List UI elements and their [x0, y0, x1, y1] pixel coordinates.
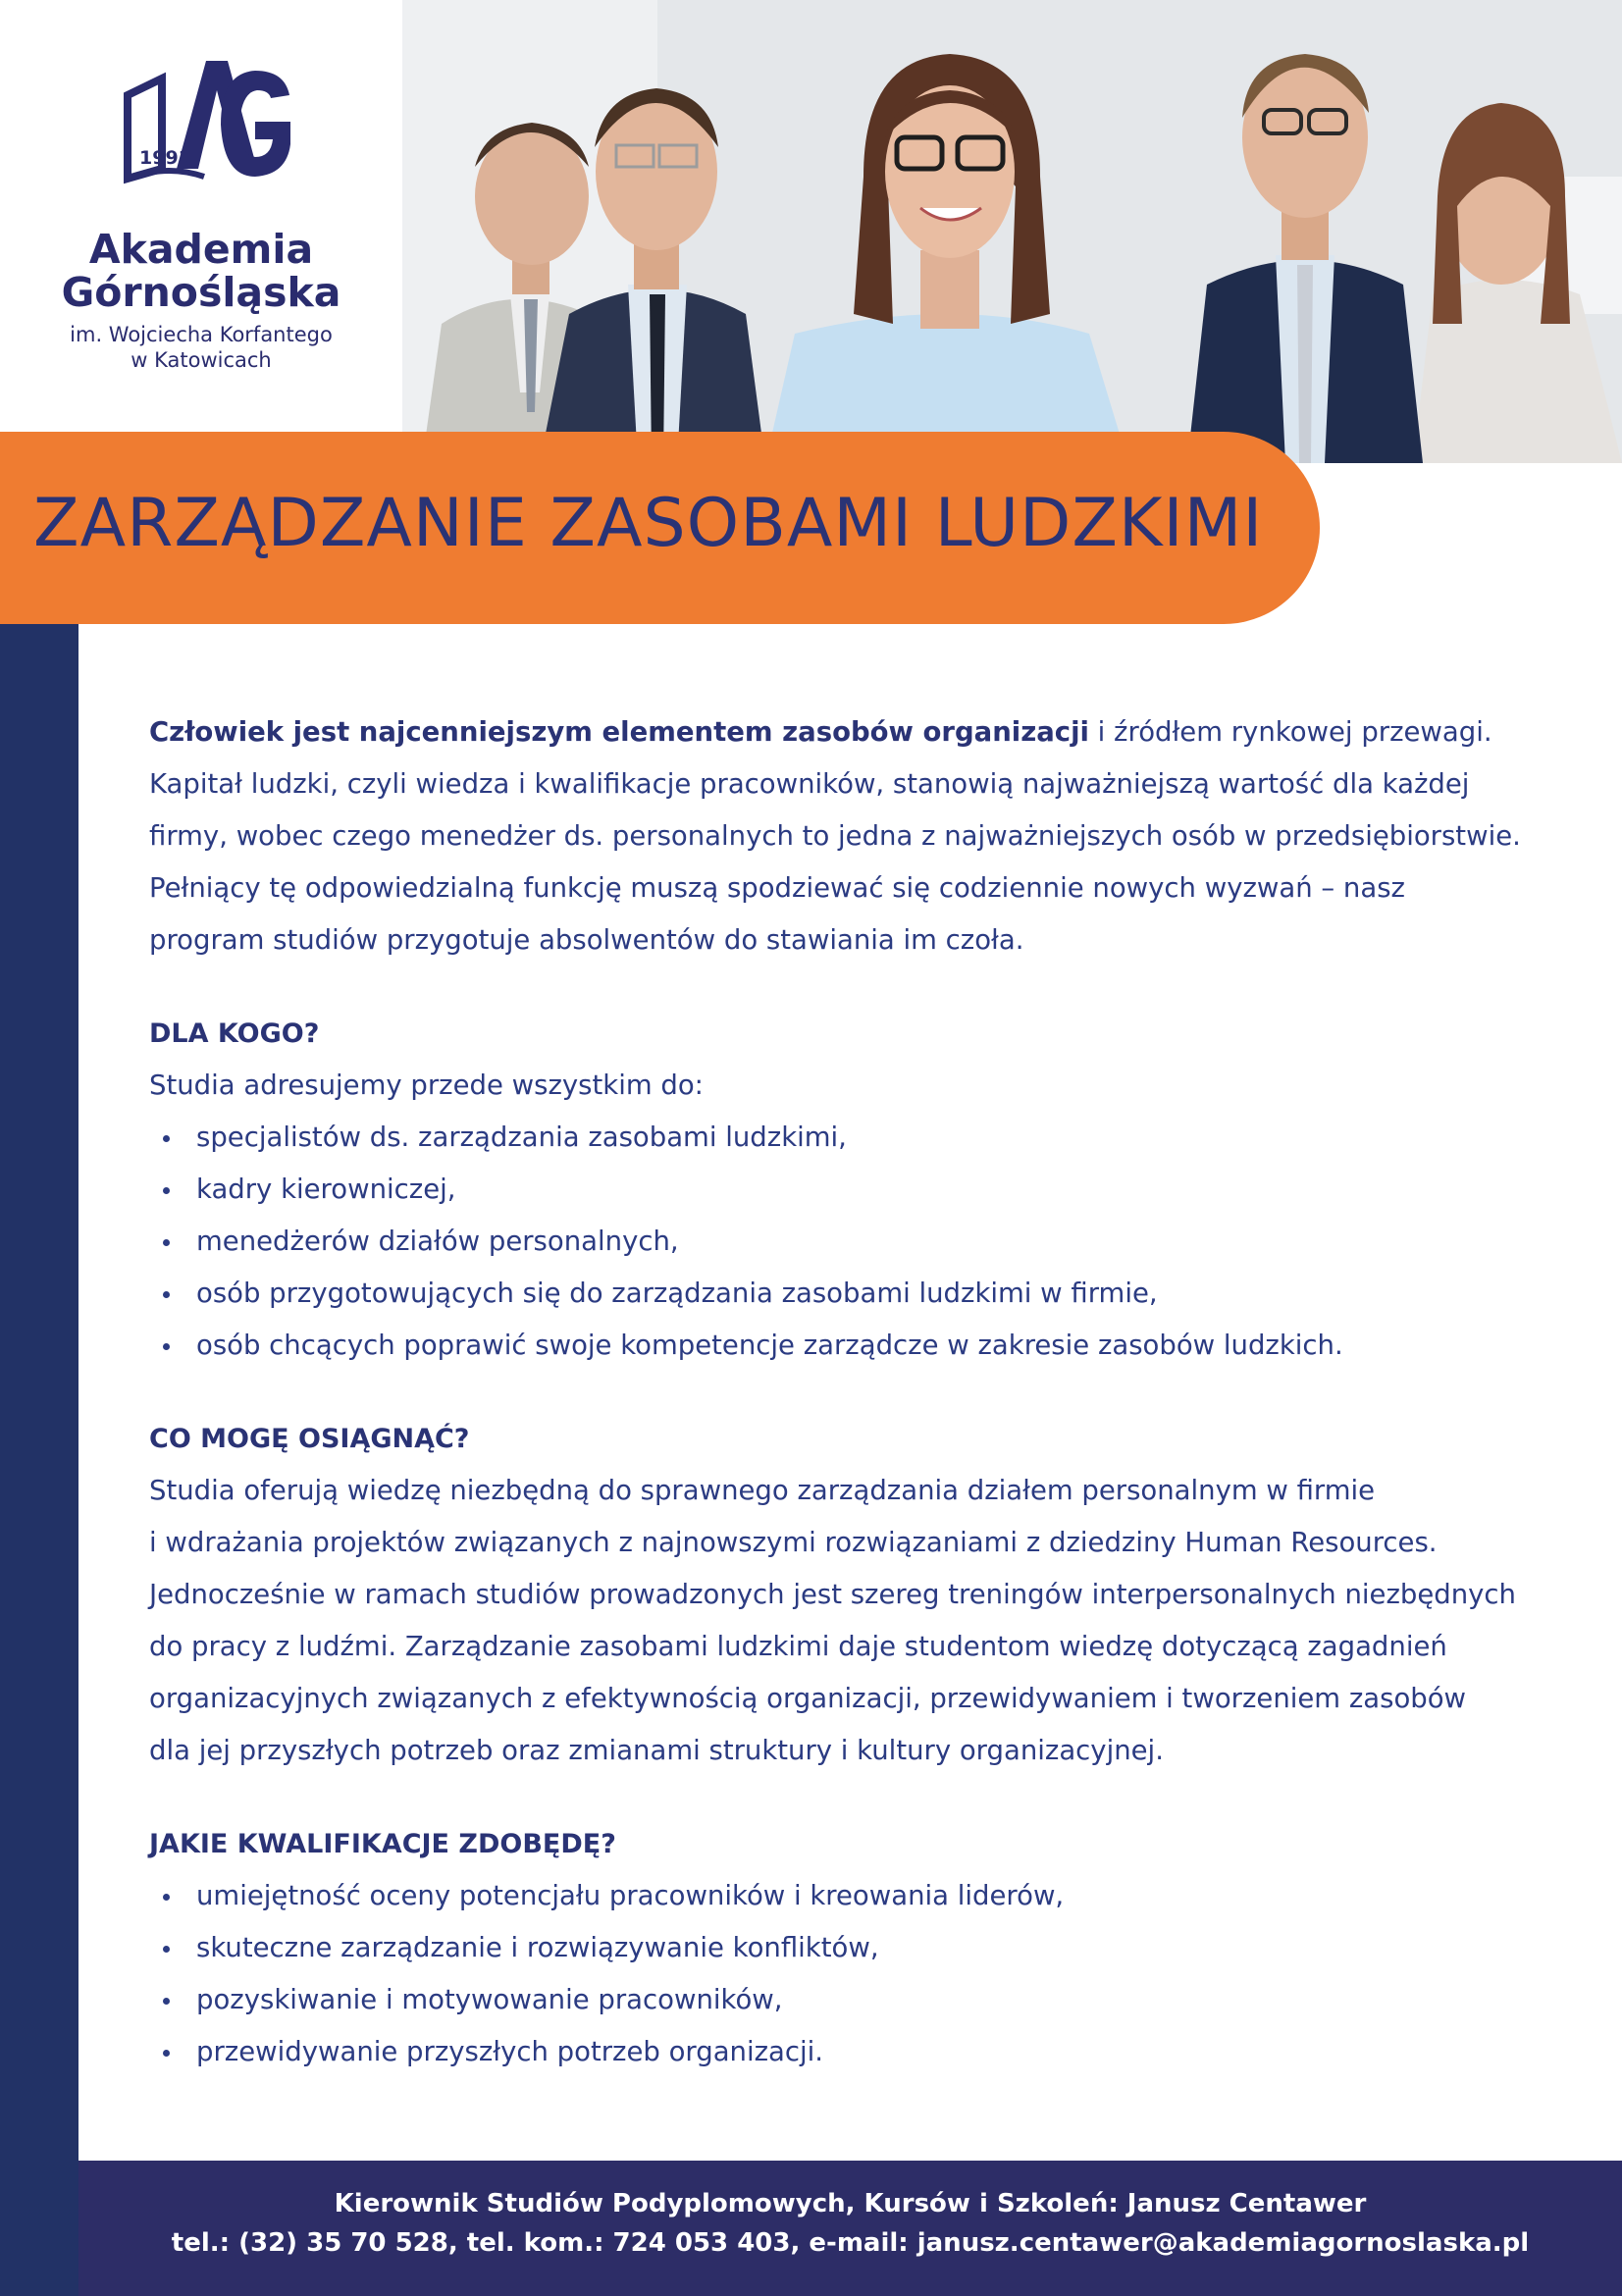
- who-lead: Studia adresujemy przede wszystkim do:: [149, 1070, 704, 1101]
- achieve-line-5: organizacyjnych związanych z efektywnością organizacji, przewidywaniem i tworzeniem zasobów: [149, 1683, 1467, 1714]
- intro-bold: Człowiek jest najcenniejszym elementem zasobów organizacji: [149, 716, 1089, 748]
- logo-name-line1: Akademia: [88, 226, 314, 273]
- list-item: umiejętność oceny potencjału pracowników i kreowania liderów,: [149, 1870, 1562, 1922]
- list-item: menedżerów działów personalnych,: [149, 1216, 1562, 1268]
- logo-name: [0, 228, 402, 314]
- logo-name-line2: Górnośląska: [61, 269, 341, 316]
- list-item: specjalistów ds. zarządzania zasobami ludzkimi,: [149, 1112, 1562, 1164]
- intro-line-1: [149, 706, 1562, 758]
- academy-logo-icon: [118, 51, 294, 198]
- content: [149, 706, 1562, 2078]
- list-item: skuteczne zarządzanie i rozwiązywanie konfliktów,: [149, 1922, 1562, 1974]
- achieve-line-2: i wdrażania projektów związanych z najnowszymi rozwiązaniami z dziedziny Human Resources.: [149, 1527, 1438, 1558]
- achieve-line-4: do pracy z ludźmi. Zarządzanie zasobami ludzkimi daje studentom wiedzę dotyczącą zagadnień: [149, 1631, 1447, 1662]
- footer: [78, 2161, 1622, 2296]
- list-item: pozyskiwanie i motywowanie pracowników,: [149, 1974, 1562, 2026]
- list-item: przewidywanie przyszłych potrzeb organizacji.: [149, 2026, 1562, 2078]
- footer-line-2: tel.: (32) 35 70 528, tel. kom.: 724 053 403, e-mail: janusz.centawer@akademiagornoslaska.pl: [171, 2228, 1530, 2258]
- list-item: osób przygotowujących się do zarządzania zasobami ludzkimi w firmie,: [149, 1268, 1562, 1320]
- logo-sub-line2: w Katowicach: [131, 348, 272, 372]
- who-list: [149, 1112, 1562, 1372]
- list-item: osób chcących poprawić swoje kompetencje zarządcze w zakresie zasobów ludzkich.: [149, 1320, 1562, 1372]
- achieve-heading: CO MOGĘ OSIĄGNĄĆ?: [149, 1424, 470, 1454]
- achieve-line-3: Jednocześnie w ramach studiów prowadzonych jest szereg treningów interpersonalnych niezbędnych: [149, 1579, 1516, 1610]
- page-title: ZARZĄDZANIE ZASOBAMI LUDZKIMI: [33, 485, 1264, 562]
- logo-block: [0, 0, 402, 432]
- achieve-line-1: Studia oferują wiedzę niezbędną do sprawnego zarządzania działem personalnym w firmie: [149, 1475, 1376, 1506]
- header-photo: [402, 0, 1622, 463]
- who-heading: DLA KOGO?: [149, 1018, 320, 1049]
- logo-sub-line1: im. Wojciecha Korfantego: [70, 323, 333, 346]
- intro-line-4: Pełniący tę odpowiedzialną funkcję muszą spodziewać się codziennie nowych wyzwań – nasz: [149, 872, 1405, 904]
- team-photo-illustration: [402, 0, 1622, 463]
- logo-subtitle: [0, 322, 402, 373]
- intro-line-5: program studiów przygotuje absolwentów do stawiania im czoła.: [149, 924, 1024, 956]
- qualifications-heading: JAKIE KWALIFIKACJE ZDOBĘDĘ?: [149, 1829, 616, 1859]
- achieve-line-6: dla jej przyszłych potrzeb oraz zmianami struktury i kultury organizacyjnej.: [149, 1735, 1164, 1766]
- left-stripe: [0, 624, 78, 2296]
- qualifications-list: [149, 1870, 1562, 2078]
- intro-line-2: Kapitał ludzki, czyli wiedza i kwalifikacje pracowników, stanowią najważniejszą wartość dla każdej: [149, 768, 1470, 800]
- list-item: kadry kierowniczej,: [149, 1164, 1562, 1216]
- intro-line-3: firmy, wobec czego menedżer ds. personalnych to jedna z najważniejszych osób w przedsiębiorstwie.: [149, 820, 1521, 852]
- footer-line-1: Kierownik Studiów Podyplomowych, Kursów i Szkoleń: Janusz Centawer: [334, 2189, 1367, 2218]
- logo-year: 1991: [139, 147, 191, 169]
- intro-line-1-rest: i źródłem rynkowej przewagi.: [1088, 716, 1492, 748]
